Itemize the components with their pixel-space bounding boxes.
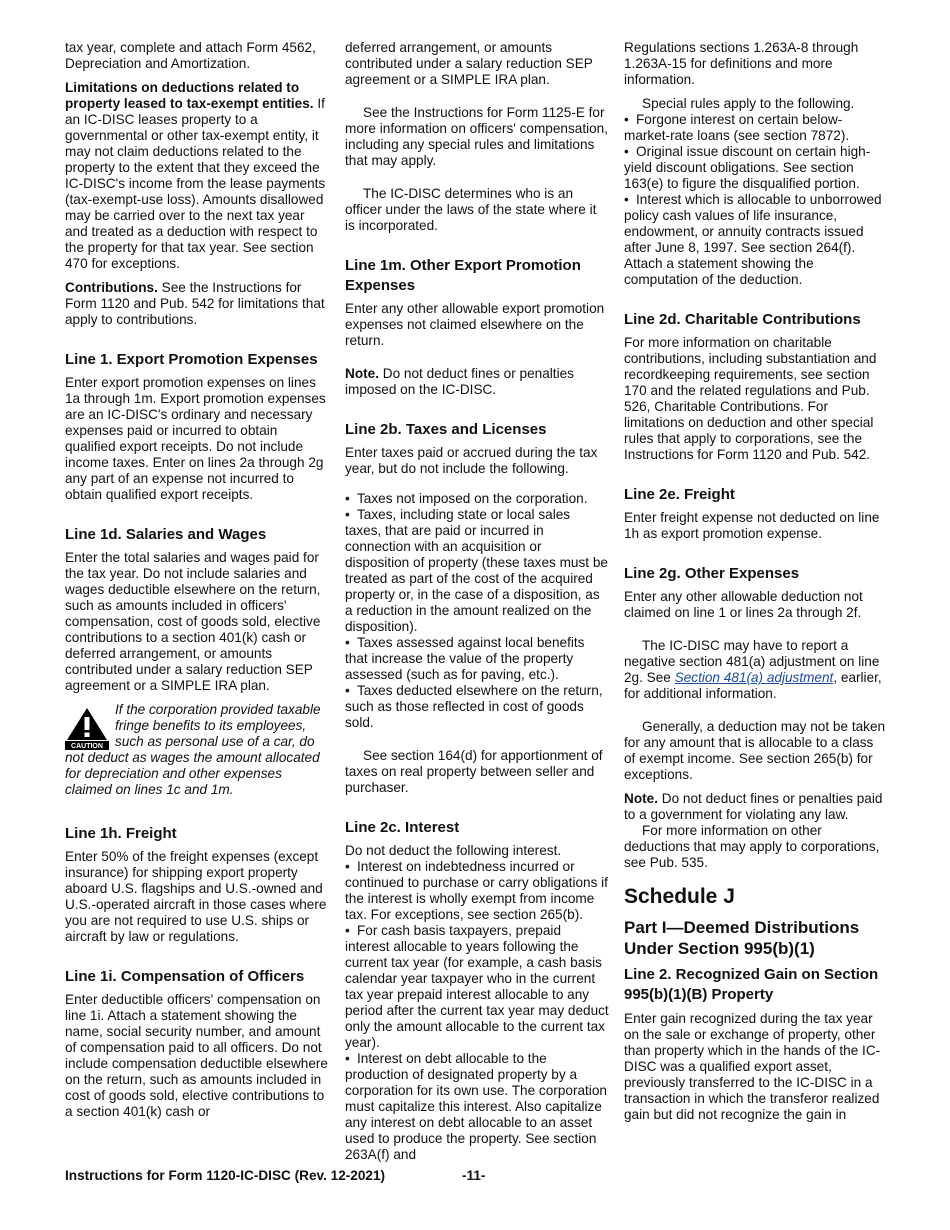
note-label: Note.: [624, 791, 658, 806]
caution-note: [65, 702, 329, 798]
list-item: • For cash basis taxpayers, prepaid interest allocable to years following the current tax year (for example, a cash basis calendar year taxpayer who in the current tax year prepaid interest allocable to any period after the current tax year may deduct only the amount allocable to the current tax year).: [345, 923, 609, 1050]
paragraph: Enter 50% of the freight expenses (except insurance) for shipping export property aboard U.S. flagships and U.S.-owned and U.S.-operated aircraft in those cases where you are not required to use U.S. ships or aircraft by law or regulations.: [65, 849, 327, 944]
paragraph: Special rules apply to the following.: [642, 96, 855, 111]
list-item: • Taxes assessed against local benefits that increase the value of the property assessed (such as for paving, etc.).: [345, 635, 585, 682]
list-item-text: Taxes deducted elsewhere on the return, such as those reflected in cost of goods sold.: [345, 683, 603, 730]
list-item-text: Taxes not imposed on the corporation.: [357, 491, 588, 506]
paragraph: For more information on charitable contributions, including substantiation and recordkeeping requirements, see section 170 and the related regulations and Pub. 526, Charitable Contributions. For limitations on deduction and other special rules that apply to corporations, see the Instructions for Form 1120 and Pub. 542.: [624, 335, 877, 462]
bullet-list: [624, 112, 888, 288]
column-3: [624, 40, 888, 1131]
footer-title: Instructions for Form 1120-IC-DISC (Rev. 12-2021): [65, 1168, 386, 1183]
list-item: • Interest on debt allocable to the production of designated property by a corporation for its own use. The corporation must capitalize this interest. Also capitalize any interest on debt allocable to an asset used to produce the property. See section 263A(f) and: [345, 1051, 607, 1162]
bullet-list: [345, 859, 609, 1163]
section-heading: Line 1h. Freight: [65, 825, 177, 842]
list-item: • Taxes deducted elsewhere on the return, such as those reflected in cost of goods sold.: [345, 683, 603, 730]
paragraph: [65, 280, 329, 328]
run-in-heading: Limitations on deductions related to property leased to tax-exempt entities.: [65, 80, 314, 111]
paragraph-text: The IC-DISC may have to report a negative section 481(a) adjustment on line 2g. See: [624, 638, 880, 685]
section-heading: Line 1. Export Promotion Expenses: [65, 351, 318, 368]
paragraph: Enter any other allowable export promotion expenses not claimed elsewhere on the return.: [345, 301, 605, 348]
paragraph: Regulations sections 1.263A-8 through 1.263A-15 for definitions and more information.: [624, 40, 859, 87]
page-number: -11-: [462, 1168, 486, 1183]
section-heading: Line 1i. Compensation of Officers: [65, 968, 305, 985]
paragraph: Enter deductible officers' compensation on line 1i. Attach a statement showing the name, social security number, and amount of compensation paid to all officers. Do not include compensation deductible elsewhere on the return, such as amounts included in cost of goods sold, elective contributions to a section 401(k) cash or: [65, 992, 328, 1119]
section-heading: Line 2g. Other Expenses: [624, 565, 800, 582]
section-heading: Line 1m. Other Export Promotion Expenses: [345, 257, 581, 294]
list-item-text: Taxes assessed against local benefits that increase the value of the property assessed (such as for paving, etc.).: [345, 635, 585, 682]
paragraph: Enter any other allowable deduction not claimed on line 1 or lines 2a through 2f.: [624, 589, 863, 620]
paragraph-text: , earlier, for additional information.: [624, 670, 882, 701]
list-item: • Taxes not imposed on the corporation.: [345, 491, 588, 506]
part-heading: Part I—Deemed Distributions Under Section 995(b)(1): [624, 918, 860, 958]
paragraph: [624, 638, 888, 702]
list-item: • Forgone interest on certain below-market-rate loans (see section 7872).: [624, 112, 850, 143]
note: [345, 366, 609, 398]
section-heading: Line 2c. Interest: [345, 819, 460, 836]
section-heading: Line 2b. Taxes and Licenses: [345, 421, 547, 438]
paragraph: Generally, a deduction may not be taken for any amount that is allocable to a class of exempt income. See section 265(b) for exceptions.: [624, 719, 886, 782]
paragraph: Enter export promotion expenses on lines 1a through 1m. Export promotion expenses are an IC-DISC's ordinary and necessary expenses paid or incurred to obtain qualified export receipts. Do not include income taxes. Enter on lines 2a through 2g any part of an expense not incurred to obtain qualified export receipts.: [65, 375, 326, 502]
bullet-list: [345, 491, 609, 731]
line-heading: Line 2. Recognized Gain on Section 995(b)(1)(B) Property: [624, 966, 879, 1003]
list-item-text: Interest which is allocable to unborrowed policy cash values of life insurance, endowment, or annuity contracts issued after June 8, 1997. See section 264(f). Attach a statement showing the computation of the deduction.: [624, 192, 882, 287]
paragraph: For more information on other deductions that may apply to corporations, see Pub. 535.: [624, 823, 880, 870]
section-heading: Line 2e. Freight: [624, 486, 735, 503]
paragraph: deferred arrangement, or amounts contributed under a salary reduction SEP agreement or a SIMPLE IRA plan.: [345, 40, 593, 87]
note-text: Do not deduct fines or penalties paid to a government for violating any law.: [624, 791, 883, 822]
caution-text: If the corporation provided taxable fringe benefits to its employees, such as personal use of a car, do not deduct as wages the amount allocated for depreciation and other expenses claimed on lines 1c and 1m.: [65, 702, 321, 797]
paragraph-text: See the Instructions for Form 1120 and Pub. 542 for limitations that apply to contributions.: [65, 280, 325, 327]
list-item-text: Interest on indebtedness incurred or continued to purchase or carry obligations if the interest is wholly exempt from income tax. For exceptions, see section 265(b).: [345, 859, 608, 922]
paragraph-text: If an IC-DISC leases property to a governmental or other tax-exempt entity, it may not claim deductions related to the property to the extent that they exceed the IC-DISC's income from the lease payments (tax-exempt-use loss). Amounts disallowed may be carried over to the next tax year and treated as a deduction with respect to the property for that tax year. See section 470 for exceptions.: [65, 96, 326, 271]
paragraph: Enter taxes paid or accrued during the tax year, but do not include the following.: [345, 445, 598, 476]
note-text: Do not deduct fines or penalties imposed on the IC-DISC.: [345, 366, 574, 397]
caution-icon: [65, 706, 109, 750]
paragraph: Enter gain recognized during the tax year on the sale or exchange of property, other than property which in the hands of the IC-DISC was a qualified export asset, previously transferred to the IC-DISC in a transaction in which the transferor realized gain but did not recognize the gain in: [624, 1011, 881, 1122]
paragraph: Enter the total salaries and wages paid for the tax year. Do not include salaries and wages deductible elsewhere on the return, such as amounts included in officers' compensation, cost of goods sold, elective contributions to a section 401(k) cash or deferred arrangement, or amounts contributed under a salary reduction SEP agreement or a SIMPLE IRA plan.: [65, 550, 321, 693]
column-1: [65, 40, 329, 1128]
note: [624, 791, 888, 823]
list-item-text: For cash basis taxpayers, prepaid interest allocable to years following the current tax year (for example, a cash basis calendar year taxpayer who in the current tax year prepaid interest allocable to any period after the current tax year may deduct only the amount allocable to the current tax year).: [345, 923, 609, 1050]
section-heading: Line 1d. Salaries and Wages: [65, 526, 267, 543]
list-item: • Original issue discount on certain high-yield discount obligations. See section 163(e) to figure the disqualified portion.: [624, 144, 871, 191]
paragraph: Enter freight expense not deducted on line 1h as export promotion expense.: [624, 510, 880, 541]
section-heading: Line 2d. Charitable Contributions: [624, 311, 861, 328]
list-item-text: Forgone interest on certain below-market-rate loans (see section 7872).: [624, 112, 850, 143]
list-item: • Interest which is allocable to unborrowed policy cash values of life insurance, endowment, or annuity contracts issued after June 8, 1997. See section 264(f). Attach a statement showing the computation of the deduction.: [624, 192, 882, 287]
column-2: [345, 40, 609, 1163]
paragraph: See section 164(d) for apportionment of taxes on real property between seller and purchaser.: [345, 748, 603, 795]
caution-label: CAUTION: [71, 743, 103, 750]
run-in-heading: Contributions.: [65, 280, 158, 295]
list-item-text: Taxes, including state or local sales taxes, that are paid or incurred in connection with an acquisition or disposition of property (these taxes must be treated as part of the cost of the acquired property or, in the case of a disposition, as a reduction in the amount realized on the disposition).: [345, 507, 608, 634]
list-item: • Taxes, including state or local sales taxes, that are paid or incurred in connection with an acquisition or disposition of property (these taxes must be treated as part of the cost of the acquired property or, in the case of a disposition, as a reduction in the amount realized on the disposition).: [345, 507, 608, 634]
paragraph: Do not deduct the following interest.: [345, 843, 562, 858]
schedule-heading: Schedule J: [624, 885, 735, 908]
list-item: • Interest on indebtedness incurred or continued to purchase or carry obligations if the interest is wholly exempt from income tax. For exceptions, see section 265(b).: [345, 859, 608, 922]
list-item-text: Original issue discount on certain high-yield discount obligations. See section 163(e) to figure the disqualified portion.: [624, 144, 871, 191]
paragraph: tax year, complete and attach Form 4562, Depreciation and Amortization.: [65, 40, 316, 71]
note-label: Note.: [345, 366, 379, 381]
section-481a-link[interactable]: Section 481(a) adjustment: [674, 670, 834, 685]
paragraph: The IC-DISC determines who is an officer under the laws of the state where it is incorporated.: [345, 186, 597, 233]
paragraph: [65, 80, 329, 272]
list-item-text: Interest on debt allocable to the production of designated property by a corporation for its own use. The corporation must capitalize this interest. Also capitalize any interest on debt allocable to an asset used to produce the property. See section 263A(f) and: [345, 1051, 607, 1162]
paragraph: See the Instructions for Form 1125-E for more information on officers' compensation, including any special rules and limitations that may apply.: [345, 105, 609, 168]
